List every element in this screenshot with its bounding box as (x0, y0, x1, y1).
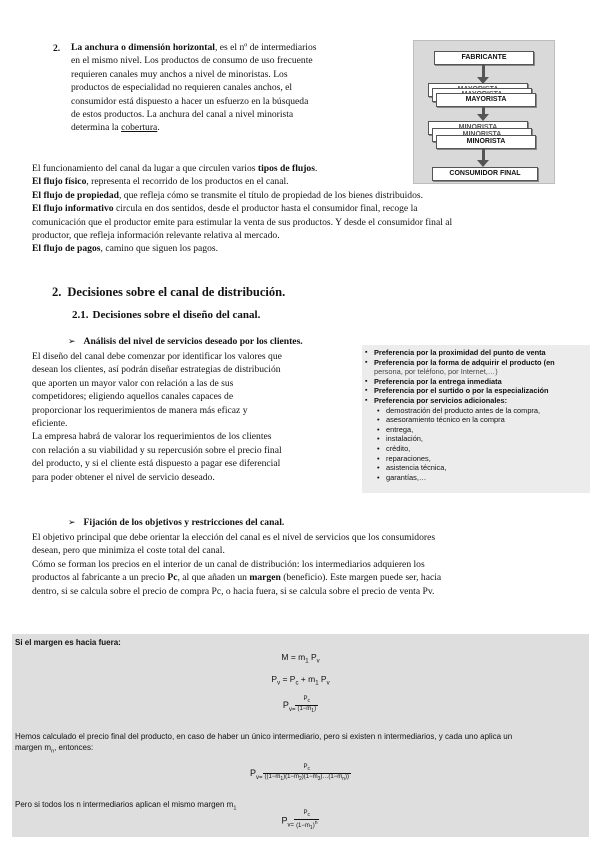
analysis-heading (68, 336, 303, 347)
preference-item: ▪ Preferencia por la forma de adquirir el producto (en (374, 358, 590, 368)
flujo-fisico-text: , representa el recorrido de los productos en el canal. (86, 176, 289, 188)
preference-note: persona, por teléfono, por Internet,…) (374, 367, 498, 377)
analysis-heading-text: Análisis del nivel de servicios deseado por los clientes. (83, 336, 303, 347)
flujo-propiedad-label: El flujo de propiedad (32, 189, 119, 201)
objectives-line: Cómo se forman los precios en el interior de un canal de distribución: los intermediarios adquieren los (32, 558, 425, 570)
analysis-line: La empresa habrá de valorar los requerimientos de los clientes (32, 431, 272, 443)
formulas-panel (12, 634, 589, 837)
service-item: • demostración del producto antes de la compra, (374, 406, 590, 416)
margen-term: margen (249, 572, 281, 584)
formula-price-single: $P_{v=}$ $\frac{P_c}{(1-m_1)}$ (282, 696, 317, 715)
objectives-line: dentro, si se calcula sobre el precio de compra Pc, o hacia fuera, si se calcula sobre el precio de venta Pv. (32, 585, 435, 597)
formula-price-n: $P_{v=}$ $\frac{P_c}{((1-m_1)(1-m_2)(1-m_3)\dots(1-m_n))}$ (249, 764, 350, 783)
preference-item: ▪ Preferencia por el surtido o por la especialización (374, 386, 590, 396)
objectives-line: desean, pero que minimiza el coste total del canal. (32, 545, 225, 557)
formulas-text: margen m (15, 743, 52, 752)
analysis-line: del producto, y si el cliente está dispuesto a pagar ese diferencial (32, 458, 281, 470)
flows-intro: El funcionamiento del canal da lugar a que circulen varios (32, 163, 258, 174)
formulas-title: Si el margen es hacia fuera: (15, 638, 121, 647)
service-item: • asistencia técnica, (374, 463, 590, 473)
flujo-informativo-text: comunicación que el productor emite para estimular la venta de sus productos. Y desde el consumidor final al (32, 216, 453, 228)
diagram-arrow (482, 65, 485, 77)
period: . (314, 163, 318, 174)
analysis-line: que aporten un mayor valor con relación a las de sus (32, 377, 234, 389)
objectives-text: , al que añaden un (177, 572, 250, 584)
pc-term: Pc (167, 572, 178, 584)
flujo-informativo-text: productor, que refleja información relevante relativa al mercado. (32, 230, 280, 242)
diagram-minorista: MINORISTA (436, 135, 536, 149)
preferences-list (362, 348, 590, 482)
diagram-arrowhead (477, 114, 489, 121)
section-number: 2. (52, 285, 62, 299)
service-item: • asesoramiento técnico en la compra (374, 415, 590, 425)
item-anchura-line: requieren canales muy anchos a nivel de minoristas. Los (71, 68, 288, 80)
objectives-heading (68, 517, 284, 528)
flows-paragraph (32, 162, 592, 256)
analysis-line: proporcionar los requerimientos de manera más eficaz y (32, 404, 248, 416)
service-item: • reparaciones, (374, 454, 590, 464)
formula-margin: $M = m_1$ $P_v$ (281, 652, 320, 665)
objectives-text: (beneficio). Este margen puede ser, hacia (280, 572, 442, 584)
analysis-line: El diseño del canal debe comenzar por identificar los valores que (32, 351, 282, 362)
service-item: • instalación, (374, 434, 590, 444)
diagram-fabricante: FABRICANTE (434, 51, 534, 65)
analysis-line: competidores; eligiendo aquellos canales capaces de (32, 391, 234, 403)
preference-item: ▪ Preferencia por la entrega inmediata (374, 377, 590, 387)
analysis-line: para poder obtener el nivel de servicio deseado. (32, 471, 215, 483)
formula-price: $P_v = P_c + m_1$ $P_v$ (271, 674, 330, 687)
formulas-text: Hemos calculado el precio final del producto, en caso de haber un único intermediario, pero si existen n intermediarios, y cada uno aplica un (15, 732, 513, 741)
item-anchura-line: consumidor está dispuesto a hacer un esfuerzo en la búsqueda (71, 95, 309, 107)
section-heading (52, 285, 285, 300)
flujo-informativo-text: circula en dos sentidos, desde el productor hasta el consumidor final, recoge la (113, 203, 418, 215)
analysis-line: con relación a su viabilidad y su repercusión sobre el precio final (32, 444, 282, 456)
section-title: Decisiones sobre el canal de distribución. (67, 285, 286, 299)
objectives-text: productos al fabricante a un precio (32, 572, 168, 584)
analysis-line: desean los clientes, así podrán diseñar estrategias de distribución (32, 364, 281, 376)
cobertura-link[interactable]: cobertura (121, 122, 158, 134)
analysis-paragraph (32, 350, 360, 484)
diagram-consumidor-final: CONSUMIDOR FINAL (432, 167, 538, 181)
diagram-mayorista: MAYORISTA (436, 93, 536, 107)
item-anchura-title: La anchura o dimensión horizontal (71, 42, 215, 53)
subsection-heading (72, 309, 260, 321)
formula-price-same: $P_{v=}$ $\frac{P_c}{(1-m_1)^n}$ (281, 810, 318, 832)
item-anchura-text: determina la (71, 122, 122, 134)
item-anchura-line: de estos productos. La anchura del canal a nivel minorista (71, 109, 294, 121)
analysis-line: eficiente. (32, 418, 68, 430)
item-number: 2. (53, 43, 61, 54)
item-anchura-line: productos de especialidad no requieren canales anchos, el (71, 82, 293, 94)
service-item: • entrega, (374, 425, 590, 435)
flows-intro-bold: tipos de flujos (257, 163, 315, 174)
preference-item: ▪ Preferencia por la proximidad del punto de venta (374, 348, 590, 358)
arrow-bullet-icon: ➢ (68, 336, 76, 346)
formulas-text: Pero si todos los n intermediarios aplican el mismo margen m (15, 800, 234, 809)
service-item: • crédito, (374, 444, 590, 454)
service-item: • garantías,… (374, 473, 590, 483)
flujo-informativo-label: El flujo informativo (32, 203, 114, 215)
period: . (157, 122, 160, 134)
flujo-pagos-label: El flujo de pagos (32, 243, 101, 255)
objectives-paragraph (32, 531, 592, 598)
subsection-number: 2.1. (72, 309, 89, 321)
formulas-text: , entonces: (54, 743, 94, 752)
objectives-heading-text: Fijación de los objetivos y restricciones del canal. (83, 517, 285, 528)
formulas-text-2: Pero si todos los n intermediarios aplican el mismo margen $m_1$ (15, 800, 237, 812)
flujo-pagos-text: , camino que siguen los pagos. (100, 243, 219, 255)
flujo-fisico-label: El flujo físico (32, 176, 87, 188)
arrow-bullet-icon: ➢ (68, 517, 76, 527)
preference-item: ▪ Preferencia por servicios adicionales: (374, 396, 590, 406)
formulas-text-1: Hemos calculado el precio final del producto, en caso de haber un único intermediario, pero si existen n intermediarios, y cada uno aplica un margen $m_n$, entonces: (15, 732, 513, 755)
preferences-box (362, 345, 590, 493)
subsection-title: Decisiones sobre el diseño del canal. (92, 309, 261, 321)
item-anchura-line: en el mismo nivel. Los productos de consumo de uso frecuente (71, 55, 313, 67)
item-anchura-paragraph (71, 41, 411, 135)
item-anchura-text: , es el nº de intermediarios (214, 42, 317, 53)
objectives-line: El objetivo principal que debe orientar la elección del canal es el nivel de servicios que los consumidores (32, 532, 436, 543)
flujo-propiedad-text: , que refleja cómo se transmite el título de propiedad de los bienes distribuidos. (119, 189, 423, 201)
